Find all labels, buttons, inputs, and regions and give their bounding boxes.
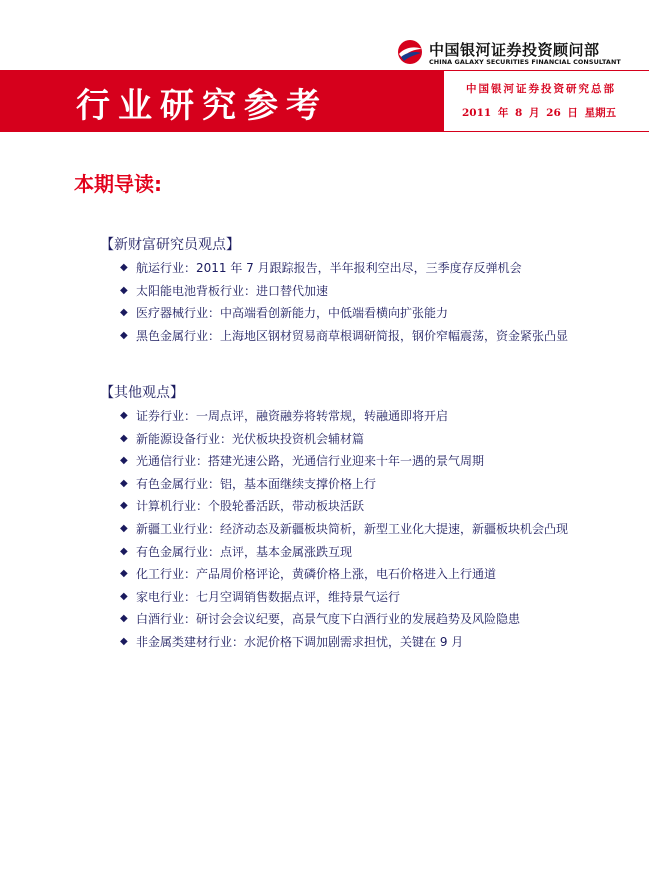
diamond-bullet-icon: ◆: [120, 307, 128, 319]
header-banner: [0, 70, 649, 132]
list-item: ◆ 计算机行业：个股轮番活跃，带动板块活跃: [100, 495, 600, 518]
banner-info: [444, 70, 649, 133]
list-item: ◆ 新能源设备行业：光伏板块投资机会辅材篇: [100, 428, 600, 451]
list-item: ◆ 医疗器械行业：中高端看创新能力，中低端看横向扩张能力: [100, 302, 600, 325]
diamond-bullet-icon: ◆: [120, 432, 128, 444]
company-logo: [396, 38, 636, 68]
diamond-bullet-icon: ◆: [120, 590, 128, 602]
banner-red-block: [0, 70, 444, 132]
list-item: ◆ 白酒行业：研讨会会议纪要，高景气度下白酒行业的发展趋势及风险隐患: [100, 608, 600, 631]
section-title: 本期导读:: [74, 172, 162, 196]
diamond-bullet-icon: ◆: [120, 500, 128, 512]
galaxy-logo-icon: [396, 38, 424, 66]
diamond-bullet-icon: ◆: [120, 568, 128, 580]
list-item: ◆ 新疆工业行业：经济动态及新疆板块简析，新型工业化大提速，新疆板块机会凸现: [100, 518, 600, 541]
company-name-cn: 中国银河证券投资顾问部: [429, 41, 600, 59]
list-item: ◆ 有色金属行业：铝，基本面继续支撑价格上行: [100, 473, 600, 496]
list-item: ◆ 航运行业：2011 年 7 月跟踪报告，半年报利空出尽，三季度存反弹机会: [100, 257, 600, 280]
list-item: ◆ 光通信行业：搭建光速公路，光通信行业迎来十年一遇的景气周期: [100, 450, 600, 473]
diamond-bullet-icon: ◆: [120, 329, 128, 341]
banner-divider: [0, 131, 649, 132]
diamond-bullet-icon: ◆: [120, 522, 128, 534]
diamond-bullet-icon: ◆: [120, 284, 128, 296]
banner-org: 中国银河证券投资研究总部: [466, 83, 616, 95]
list-item: ◆ 有色金属行业：点评，基本金属涨跌互现: [100, 541, 600, 564]
diamond-bullet-icon: ◆: [120, 613, 128, 625]
list-item: ◆ 化工行业：产品周价格评论，黄磷价格上涨，电石价格进入上行通道: [100, 563, 600, 586]
list-item: ◆ 黑色金属行业：上海地区钢材贸易商草根调研简报，钢价窄幅震荡，资金紧张凸显: [100, 325, 600, 348]
list-item: ◆ 家电行业：七月空调销售数据点评，维持景气运行: [100, 586, 600, 609]
group-other-views: [100, 381, 600, 654]
diamond-bullet-icon: ◆: [120, 477, 128, 489]
banner-date: 2011 年 8 月 26 日 星期五: [462, 107, 617, 119]
company-name-en: CHINA GALAXY SECURITIES FINANCIAL CONSULTANT: [429, 58, 621, 66]
group-heading: 【新财富研究员观点】: [100, 237, 240, 253]
list-item: ◆ 证券行业：一周点评，融资融券将转常规，转融通即将开启: [100, 405, 600, 428]
list-item: ◆ 非金属类建材行业：水泥价格下调加剧需求担忧，关键在 9 月: [100, 631, 600, 654]
banner-title: 行业研究参考: [76, 86, 328, 126]
diamond-bullet-icon: ◆: [120, 410, 128, 421]
group-new-fortune: [100, 233, 600, 347]
diamond-bullet-icon: ◆: [120, 635, 128, 647]
diamond-bullet-icon: ◆: [120, 262, 128, 273]
diamond-bullet-icon: ◆: [120, 455, 128, 467]
group-heading: 【其他观点】: [100, 385, 184, 401]
list-item: ◆ 太阳能电池背板行业：进口替代加速: [100, 280, 600, 303]
diamond-bullet-icon: ◆: [120, 545, 128, 557]
